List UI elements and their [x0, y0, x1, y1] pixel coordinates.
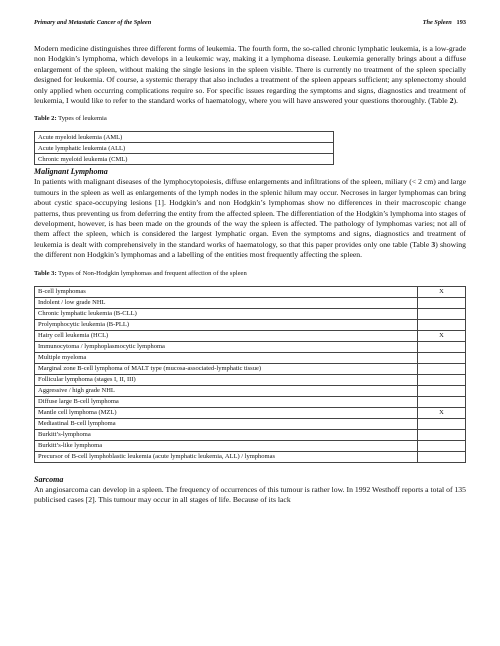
table-cell-lymphoma-type: Mantle cell lymphoma (MZL): [35, 407, 418, 418]
table-row: [35, 286, 466, 297]
table-row: [35, 407, 466, 418]
intro-text-end: ).: [453, 96, 458, 106]
table-cell-lymphoma-type: Precursor of B-cell lymphoblastic leukemia (acute lymphatic leukemia, ALL) / lymphomas: [35, 451, 418, 462]
table-2-reference: 2: [449, 96, 454, 106]
table-row: [35, 308, 466, 319]
page-content: [34, 44, 466, 506]
table-cell-lymphoma-type: Follicular lymphoma (stages I, II, III): [35, 374, 418, 385]
lymphoma-text: In patients with malignant diseases of the lymphocytopoiesis, diffuse enlargements and infiltrations of the spleen, miliary (< 2 cm) and large tumours in the spleen as well as enlargements of the lymph nodes in the splenic hilum may occur. Necroses in larger lymphomas can bring about cystic space-occupying lesions [1]. Hodgkin’s and non Hodgkin’s lymphomas show no differences in their macroscopic change patterns, thus preventing us from deferring the entity from the affected spleen. The differentiation of the Hodgkin’s lymphoma into stages of development, however, is has been made on the grounds of the way the spleen is affected. The pathology of lymphomas varies; not all of them affect the spleen, which is considered the largest lymphatic organ. Even the symptoms and signs, diagnostics and treatment of leukemia is dealt with comprehensively in the standard works of haematology, so that this paper provides only one table (Table: [34, 177, 466, 249]
table-cell-spleen-affection-mark: [418, 385, 466, 396]
table-cell-lymphoma-type: Indolent / low grade NHL: [35, 297, 418, 308]
table-cell-spleen-affection-mark: [418, 374, 466, 385]
table-2-body: [35, 132, 334, 165]
lymphoma-text-end: ) showing the different non Hodgkin’s lymphomas and a labelling of the entities most frequently affecting the spleen.: [34, 239, 466, 260]
table-row: [35, 330, 466, 341]
table-cell-leukemia-type: Chronic myeloid leukemia (CML): [35, 154, 334, 165]
table-row: [35, 451, 466, 462]
intro-text: Modern medicine distinguishes three different forms of leukemia. The fourth form, the so-called chronic lymphatic leukemia, is a low-grade non Hodgkin’s lymphoma, which develops in a leukemic way, making it a lymphoma disease. Leukemia generally brings about a diffuse enlargement of the spleen, without making the single lesions in the spleen visible. There is currently no treatment of the spleen specially designed for leukemia. Of course, a systemic therapy that also includes a treatment of the spleen appears sufficient; any splenectomy should only applied when occurring complications require so. For specific issues regarding the symptoms and signs, diagnostics and treatment of leukemia, I would like to refer to the standard works of haematology, where you will have answered your questions thoroughly. (Table: [34, 44, 466, 106]
table-cell-spleen-affection-mark: [418, 451, 466, 462]
table-cell-lymphoma-type: Hairy cell leukemia (HCL): [35, 330, 418, 341]
table-row: [35, 363, 466, 374]
table-cell-lymphoma-type: Mediastinal B-cell lymphoma: [35, 418, 418, 429]
table-cell-spleen-affection-mark: X: [418, 407, 466, 418]
table-row: [35, 154, 334, 165]
table-cell-spleen-affection-mark: X: [418, 286, 466, 297]
table-cell-leukemia-type: Acute lymphatic leukemia (ALL): [35, 143, 334, 154]
table-row: [35, 352, 466, 363]
table-cell-lymphoma-type: Burkitt’s-lymphoma: [35, 429, 418, 440]
table-cell-lymphoma-type: Immunocytoma / lymphoplasmocytic lymphoma: [35, 341, 418, 352]
table-3-label: Table 3:: [34, 269, 57, 277]
table-row: [35, 132, 334, 143]
table-3-title: Types of Non-Hodgkin lymphomas and frequent affection of the spleen: [56, 269, 247, 277]
table-row: [35, 143, 334, 154]
table-cell-lymphoma-type: Diffuse large B-cell lymphoma: [35, 396, 418, 407]
table-cell-spleen-affection-mark: [418, 341, 466, 352]
chapter-title: The Spleen: [422, 19, 452, 26]
table-3-nhl-types: [34, 286, 466, 463]
page-number: 193: [456, 19, 466, 26]
section-heading-malignant-lymphoma: Malignant Lymphoma: [34, 167, 108, 177]
table-row: [35, 440, 466, 451]
table-row: [35, 341, 466, 352]
lymphoma-paragraph: [34, 177, 466, 260]
intro-paragraph: [34, 44, 466, 106]
table-cell-spleen-affection-mark: [418, 308, 466, 319]
table-cell-leukemia-type: Acute myeloid leukemia (AML): [35, 132, 334, 143]
table-3-reference: 3: [431, 239, 436, 249]
table-2-caption: [34, 114, 466, 123]
table-cell-lymphoma-type: Burkitt’s-like lymphoma: [35, 440, 418, 451]
sarcoma-paragraph: An angiosarcoma can develop in a spleen. The frequency of occurrences of this tumour is rather low. In 1992 Westhoff reports a total of 135 publicised cases [2]. This tumour may occur in all stages of life. Because of its lack: [34, 484, 466, 505]
table-row: [35, 429, 466, 440]
table-cell-lymphoma-type: Chronic lymphatic leukemia (B-CLL): [35, 308, 418, 319]
table-cell-spleen-affection-mark: [418, 396, 466, 407]
table-cell-spleen-affection-mark: [418, 352, 466, 363]
table-cell-lymphoma-type: Marginal zone B-cell lymphoma of MALT type (mucosa-associated-lymphatic tissue): [35, 363, 418, 374]
table-2-label: Table 2:: [34, 115, 57, 123]
table-cell-spleen-affection-mark: [418, 429, 466, 440]
table-row: [35, 396, 466, 407]
section-heading-sarcoma: Sarcoma: [34, 474, 64, 484]
table-cell-spleen-affection-mark: [418, 418, 466, 429]
table-row: [35, 374, 466, 385]
table-cell-lymphoma-type: Prolymphocytic leukemia (B-PLL): [35, 319, 418, 330]
table-cell-lymphoma-type: Aggressive / high grade NHL: [35, 385, 418, 396]
page-header-right: [423, 19, 466, 26]
running-title: Primary and Metastatic Cancer of the Spleen: [34, 19, 152, 26]
table-cell-spleen-affection-mark: [418, 319, 466, 330]
table-row: [35, 319, 466, 330]
table-cell-spleen-affection-mark: [418, 297, 466, 308]
running-header: [34, 19, 466, 29]
table-3-body: [35, 286, 466, 462]
table-cell-spleen-affection-mark: X: [418, 330, 466, 341]
table-row: [35, 418, 466, 429]
table-cell-lymphoma-type: Multiple myeloma: [35, 352, 418, 363]
table-row: [35, 297, 466, 308]
table-2-title: Types of leukemia: [56, 115, 107, 123]
table-2-leukemia-types: [34, 131, 334, 165]
table-cell-spleen-affection-mark: [418, 363, 466, 374]
table-cell-spleen-affection-mark: [418, 440, 466, 451]
table-cell-lymphoma-type: B-cell lymphomas: [35, 286, 418, 297]
table-row: [35, 385, 466, 396]
table-3-caption: [34, 269, 466, 278]
